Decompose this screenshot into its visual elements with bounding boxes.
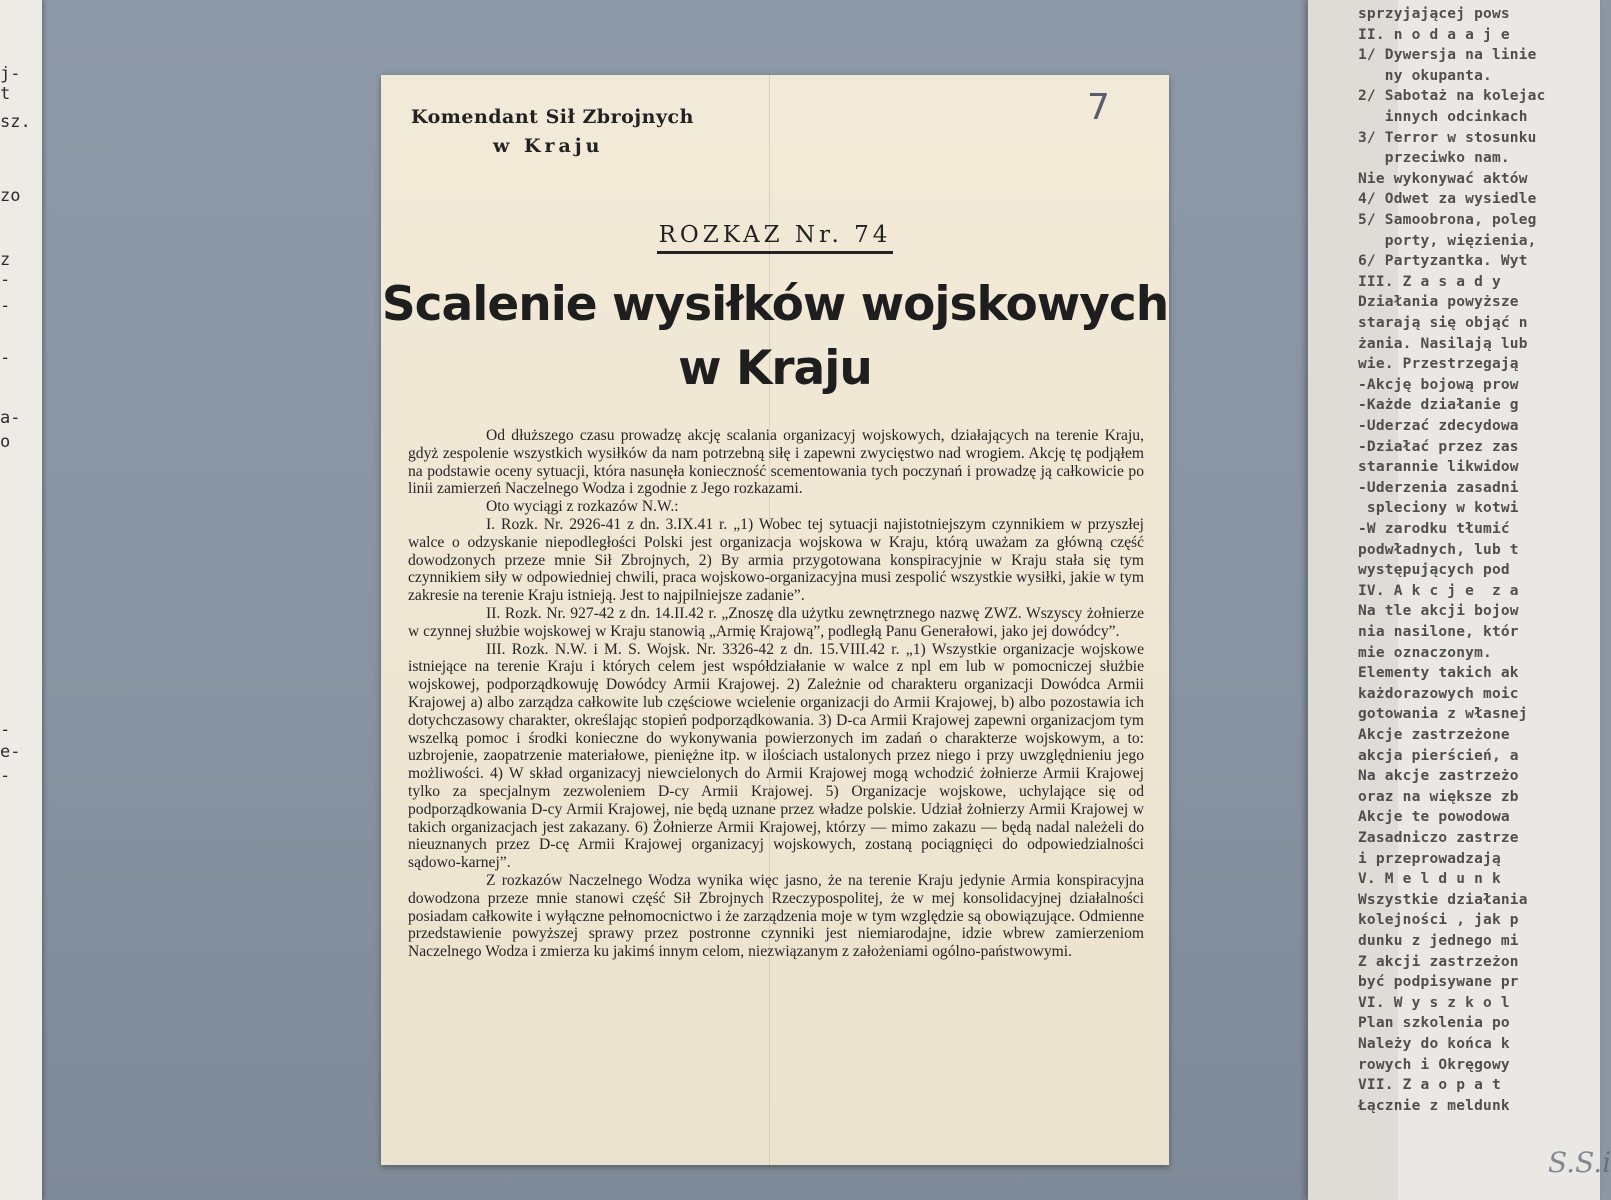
- right-sheet-line: Należy do końca k: [1358, 1036, 1510, 1052]
- right-sheet-line: Na tle akcji bojow: [1358, 603, 1519, 620]
- right-sheet-line: Łącznie z meldunk: [1358, 1097, 1510, 1114]
- order-title: ROZKAZ Nr. 74: [657, 222, 894, 254]
- right-sheet-line: -Uderzenia zasadni: [1358, 479, 1519, 496]
- right-sheet-line: spleciony w kotwi: [1358, 500, 1519, 517]
- paragraph: Oto wyciągi z rozkazów N.W.:: [486, 498, 679, 516]
- right-sheet-line: występujących pod: [1358, 562, 1510, 579]
- right-sheet-line: Plan szkolenia po: [1358, 1015, 1510, 1032]
- right-sheet-line: starannie likwidow: [1358, 459, 1519, 476]
- issuer-line-1: Komendant Sił Zbrojnych: [411, 106, 694, 128]
- right-sheet-line: -Uderzać zdecydowa: [1358, 418, 1519, 434]
- right-sheet-line: rowych i Okręgowy: [1358, 1056, 1510, 1073]
- right-sheet-line: nia nasilone, któr: [1358, 624, 1519, 640]
- right-sheet-line: II. n o d a a j e: [1358, 26, 1510, 43]
- right-sheet-line: Wszystkie działania: [1358, 891, 1528, 908]
- left-sheet-fragment: -: [0, 720, 11, 740]
- right-sheet-line: oraz na większe zb: [1358, 788, 1519, 805]
- right-sheet-line: III. Z a s a d y: [1358, 273, 1501, 290]
- left-sheet-fragment: z: [0, 250, 11, 270]
- right-sheet-line: -Akcję bojową prow: [1358, 376, 1519, 393]
- right-sheet-line: porty, więzienia,: [1358, 232, 1537, 249]
- handwritten-page-number: 7: [1087, 87, 1110, 128]
- left-sheet-fragment: sz.: [0, 112, 31, 132]
- left-sheet-fragment: -: [0, 766, 11, 786]
- left-neighbor-sheet: [0, 0, 42, 1200]
- right-sheet-line: -Działać przez zas: [1358, 438, 1519, 455]
- right-sheet-line: 4/ Odwet za wysiedle: [1358, 191, 1537, 208]
- right-sheet-line: kolejności , jak p: [1358, 912, 1519, 929]
- right-sheet-line: 1/ Dywersja na linie: [1358, 47, 1537, 64]
- issuer-heading: [411, 103, 731, 161]
- right-sheet-line: starają się objąć n: [1358, 315, 1528, 331]
- paragraph: I. Rozk. Nr. 2926-41 z dn. 3.IX.41 r. „1) Wobec tej sytuacji najistotniejszym czynnikiem w przyszłej walce o odzyskanie niepodległości Polski jest organizacja wojskowa w Kraju, którą uważam za główną część dowodzonych przeze mnie Sił Zbrojnych, 2) By armia przygotowana konspiracyjnie w Kraju stała się tym czynnikiem siły w odpowiedniej chwili, praca wojskowo-organizacyjna musi zespolić wszystkie wysiłki, jakie w tym zakresie na terenie Kraju istnieją. Jest to najpilniejsze zadanie”.: [408, 515, 1144, 605]
- headline-line-1: Scalenie wysiłków wojskowych: [381, 277, 1169, 332]
- right-sheet-line: podwładnych, lub t: [1358, 541, 1519, 558]
- handwritten-signature: S.S.i: [1548, 1146, 1611, 1179]
- right-sheet-line: dunku z jednego mi: [1358, 933, 1519, 949]
- right-sheet-line: Nie wykonywać aktów: [1358, 170, 1528, 187]
- left-sheet-fragment: o: [0, 432, 11, 452]
- right-sheet-line: V. M e l d u n k: [1358, 871, 1501, 888]
- right-sheet-line: być podpisywane pr: [1358, 974, 1519, 991]
- right-sheet-line: Elementy takich ak: [1358, 665, 1519, 682]
- paragraph: III. Rozk. N.W. i M. S. Wojsk. Nr. 3326-42 z dn. 15.VIII.42 r. „1) Wszystkie organizacje wojskowe istniejące na terenie Kraju i których celem jest współdziałanie w walce z npl em lub w pomocniczej służbie wojskowej, podporządkowuję Dowódcy Armii Krajowej. 2) Zależnie od charakteru organizacji Dowódca Armii Krajowej a) albo zarządza całkowite lub częściowe wcielenie organizacji do Armii Krajowej, b) albo pozostawia ich dotychczasowy charakter, określając stopień podporządkowania. 3) D-ca Armii Krajowej zapewni organizacjom tym wszelką pomoc i środki konieczne do wykonywania powierzonych im zadań o charakterze wojskowym, a to: uzbrojenie, zaopatrzenie materiałowe, pieniężne itp. w ilościach ustalonych przez niego i przy uwzględnieniu jego możliwości. 4) W skład organizacyj niewcielonych do Armii Krajowej mogą wchodzić żołnierze Armii Krajowej tylko za specjalnym zezwoleniem D-cy Armii Krajowej. 5) Organizacje wojskowe, uchylające się od podporządkowania D-cy Armii Krajowej, nie będą uznane przez władze polskie. Udział żołnierzy Armii Krajowej w takich organizacjach jest zakazany. 6) Żołnierze Armii Krajowej, którzy — mimo zakazu — będą nadal należeli do nieuznanych przez D-cę Armii Krajowej organizacyj wojskowych, zostaną pociągnięci do odpowiedzialności sądowo-karnej”.: [408, 640, 1144, 872]
- left-sheet-fragment: e-: [0, 742, 21, 762]
- newspaper-clipping: [381, 75, 1169, 1165]
- paragraph: Od dłuższego czasu prowadzę akcję scalania organizacyj wojskowych, działających na terenie Kraju, gdyż zespolenie wszystkich wysiłków da nam potrzebną siłę i zapewni zwycięstwo nad wrogiem. Akcję tę podjąłem na podstawie oceny sytuacji, która nasunęła konieczność scementowania tych poczynań i prowadzę ją całkowicie po linii zamierzeń Naczelnego Wodza i zgodnie z Jego rozkazami.: [408, 427, 1144, 498]
- right-sheet-line: gotowania z własnej: [1358, 706, 1528, 723]
- right-sheet-line: sprzyjającej pows: [1358, 6, 1510, 22]
- right-sheet-line: Działania powyższe: [1358, 294, 1519, 311]
- paragraph: Z rozkazów Naczelnego Wodza wynika więc jasno, że na terenie Kraju jedynie Armia konspiracyjna dowodzona przeze mnie stanowi część Sił Zbrojnych Rzeczypospolitej, że w mej konsolidacyjnej działalności posiadam całkowite i wyłączne pełnomocnictwo i że zarządzenia moje w tym względzie są obowiązujące. Odmienne przedstawienie powyższej sprawy przez postronne czynniki jest niemiarodajne, idzie wbrew zamierzeniom Naczelnego Wodza i zmierza ku jakimś innym celom, niezwiązanym z założeniami ogólno-państwowymi.: [408, 871, 1144, 961]
- left-sheet-fragment: j-: [0, 64, 21, 84]
- right-sheet-line: mie oznaczonym.: [1358, 644, 1492, 661]
- left-sheet-fragment: -: [0, 296, 11, 316]
- right-sheet-line: przeciwko nam.: [1358, 150, 1510, 167]
- right-sheet-line: Akcje te powodowa: [1358, 809, 1510, 826]
- right-sheet-line: akcja pierścień, a: [1358, 747, 1519, 764]
- left-sheet-fragment: -: [0, 348, 11, 368]
- right-sheet-line: ny okupanta.: [1358, 67, 1492, 84]
- right-sheet-line: każdorazowych moic: [1358, 685, 1519, 702]
- paragraph: II. Rozk. Nr. 927-42 z dn. 14.II.42 r. „Znoszę dla użytku zewnętrznego nazwę ZWZ. Wszyscy żołnierze w czynnej służbie wojskowej w Kraju stanowią „Armię Krajową”, podległą Panu Generałowi, jako jej dowódcy”.: [408, 604, 1144, 640]
- right-sheet-line: IV. A k c j e z a: [1358, 582, 1519, 599]
- left-sheet-fragment: a-: [0, 408, 21, 428]
- right-sheet-line: Zasadniczo zastrze: [1358, 830, 1519, 846]
- right-sheet-line: Z akcji zastrzeżon: [1358, 953, 1519, 970]
- right-sheet-line: Akcje zastrzeżone: [1358, 727, 1510, 743]
- headline: [381, 273, 1169, 401]
- left-sheet-fragment: -: [0, 270, 11, 290]
- right-sheet-line: i przeprowadzają: [1358, 850, 1501, 867]
- right-sheet-line: VI. W y s z k o l: [1358, 994, 1510, 1011]
- article-body: [408, 427, 1144, 961]
- order-title-wrap: [381, 222, 1169, 254]
- right-sheet-line: żania. Nasilają lub: [1358, 335, 1528, 352]
- right-sheet-line: Na akcje zastrzeżo: [1358, 768, 1519, 785]
- left-sheet-fragment: t: [0, 84, 11, 104]
- right-sheet-line: 6/ Partyzantka. Wyt: [1358, 253, 1528, 270]
- right-sheet-line: 3/ Terror w stosunku: [1358, 129, 1537, 146]
- left-sheet-fragment: zo: [0, 186, 21, 206]
- right-sheet-line: innych odcinkach: [1358, 109, 1528, 125]
- right-sheet-line: wie. Przestrzegają: [1358, 356, 1519, 373]
- issuer-line-2: w Kraju: [493, 135, 604, 157]
- right-sheet-line: 2/ Sabotaż na kolejac: [1358, 88, 1546, 105]
- right-neighbor-sheet: [1308, 0, 1611, 1200]
- headline-line-2: w Kraju: [678, 341, 872, 396]
- right-sheet-line: -W zarodku tłumić: [1358, 521, 1510, 537]
- right-sheet-line: -Każde działanie g: [1358, 397, 1519, 414]
- right-sheet-line: VII. Z a o p a t: [1358, 1077, 1501, 1094]
- right-sheet-line: 5/ Samoobrona, poleg: [1358, 212, 1537, 228]
